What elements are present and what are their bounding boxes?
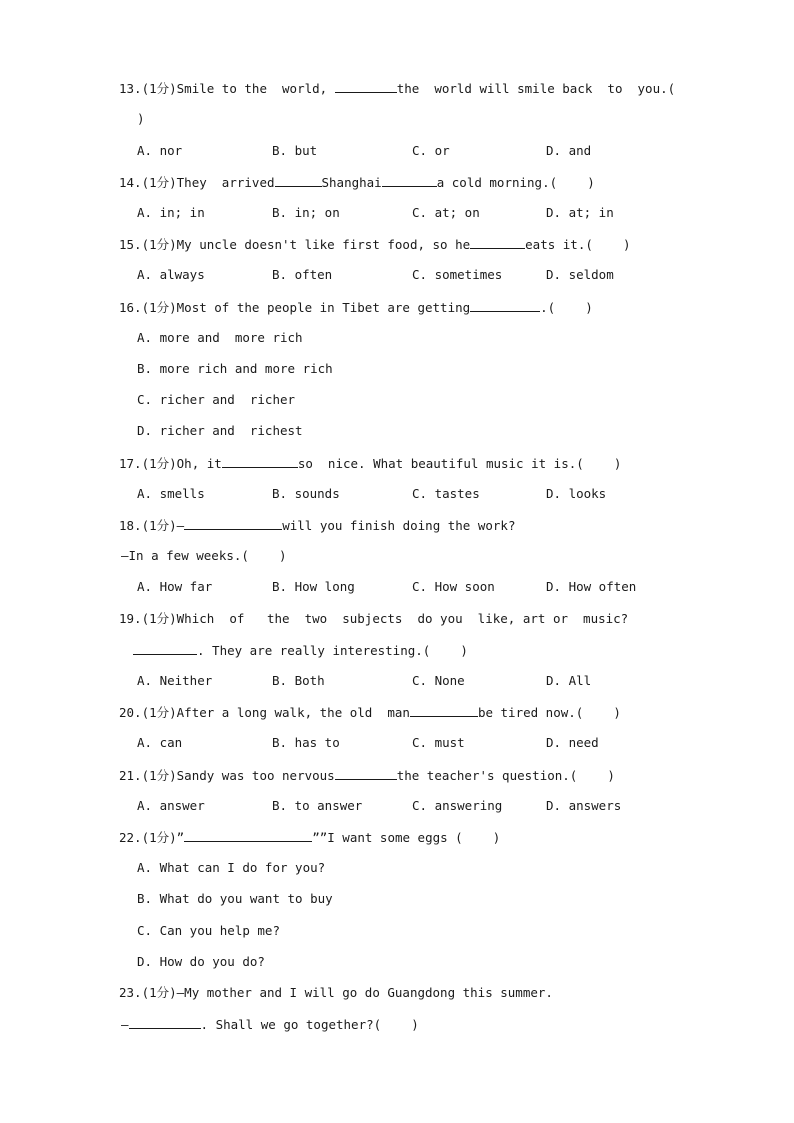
option-b[interactable]: B. more rich and more rich [137,361,333,376]
answer-blank[interactable] [382,174,437,187]
question-19-continued [133,642,468,659]
answer-blank[interactable] [133,642,197,655]
option-a[interactable]: A. How far [137,579,213,594]
question-18-reply: –In a few weeks.( ) [121,548,287,563]
answer-blank[interactable] [470,299,540,312]
question-number: 21. [119,768,142,783]
option-b[interactable]: B. but [272,143,318,158]
question-score: (1分) [141,985,177,1000]
option-a[interactable]: A. nor [137,143,183,158]
question-13-continued: ) [137,111,145,126]
question-text: ””I want some eggs ( ) [312,830,501,845]
question-15 [119,236,631,253]
question-number: 15. [119,237,142,252]
question-20 [119,704,621,721]
question-23 [119,985,553,1001]
option-c[interactable]: C. sometimes [412,267,503,282]
question-score: (1分) [141,705,177,720]
question-23-reply [121,1016,419,1033]
option-b[interactable]: B. sounds [272,486,340,501]
option-d[interactable]: D. and [546,143,592,158]
option-d[interactable]: D. All [546,673,592,688]
question-score: (1分) [141,518,177,533]
option-b[interactable]: B. has to [272,735,340,750]
question-17 [119,455,621,472]
option-a[interactable]: A. in; in [137,205,205,220]
question-number: 17. [119,456,142,471]
option-a[interactable]: A. answer [137,798,205,813]
option-d[interactable]: D. answers [546,798,622,813]
options-20 [0,735,794,751]
answer-blank[interactable] [335,767,397,780]
question-text: Sandy was too nervous [176,768,335,783]
question-score: (1分) [141,175,177,190]
answer-blank[interactable] [184,517,282,530]
question-16 [119,299,593,316]
option-d[interactable]: D. at; in [546,205,614,220]
question-text: Oh, it [176,456,222,471]
answer-blank[interactable] [335,80,397,93]
option-c[interactable]: C. answering [412,798,503,813]
question-text: eats it.( ) [525,237,631,252]
option-c[interactable]: C. tastes [412,486,480,501]
option-c[interactable]: C. or [412,143,450,158]
answer-blank[interactable] [222,455,298,468]
option-c[interactable]: C. at; on [412,205,480,220]
question-text: They arrived [176,175,275,190]
question-13 [119,80,675,97]
option-c[interactable]: C. richer and richer [137,392,296,407]
question-number: 20. [119,705,142,720]
option-a[interactable]: A. What can I do for you? [137,860,326,875]
question-number: 13. [119,81,142,96]
dash-mark: – [121,1017,129,1032]
question-score: (1分) [141,768,177,783]
question-text: be tired now.( ) [477,705,621,720]
question-number: 16. [119,300,142,315]
question-14 [119,174,595,191]
question-text: –My mother and I will go do Guangdong this summer. [176,985,553,1000]
question-22 [119,829,500,846]
question-text: will you finish doing the work? [282,518,516,533]
options-15 [0,267,794,283]
question-score: (1分) [141,237,177,252]
option-a[interactable]: A. more and more rich [137,330,303,345]
option-d[interactable]: D. need [546,735,599,750]
question-text: Most of the people in Tibet are getting [176,300,471,315]
question-score: (1分) [141,456,177,471]
option-b[interactable]: B. How long [272,579,355,594]
question-text: a cold morning.( ) [436,175,595,190]
question-text: Which of the two subjects do you like, art or music? [176,611,629,626]
option-b[interactable]: B. What do you want to buy [137,891,333,906]
question-score: (1分) [141,81,177,96]
question-21 [119,767,615,784]
options-17 [0,486,794,502]
question-score: (1分) [141,611,177,626]
options-18 [0,579,794,595]
question-text: so nice. What beautiful music it is.( ) [297,456,622,471]
answer-blank[interactable] [470,236,525,249]
options-19 [0,673,794,689]
option-d[interactable]: D. How do you do? [137,954,265,969]
option-d[interactable]: D. seldom [546,267,614,282]
answer-blank[interactable] [275,174,322,187]
question-number: 18. [119,518,142,533]
answer-blank[interactable] [410,704,478,717]
question-text: After a long walk, the old man [176,705,410,720]
question-text: – [176,518,185,533]
question-text: . They are really interesting.( ) [197,643,468,658]
option-a[interactable]: A. Neither [137,673,213,688]
answer-blank[interactable] [129,1016,201,1029]
option-b[interactable]: B. in; on [272,205,340,220]
question-text: ” [176,830,185,845]
question-18 [119,517,515,534]
option-c[interactable]: C. must [412,735,465,750]
question-text: the teacher's question.( ) [396,768,615,783]
question-text: Smile to the world, [176,81,335,96]
question-number: 23. [119,985,142,1000]
question-text: Shanghai [321,175,382,190]
option-d[interactable]: D. How often [546,579,637,594]
question-text: .( ) [540,300,593,315]
options-13 [0,143,794,159]
options-21 [0,798,794,814]
option-a[interactable]: A. always [137,267,205,282]
option-b[interactable]: B. to answer [272,798,363,813]
option-c[interactable]: C. Can you help me? [137,923,280,938]
options-14 [0,205,794,221]
question-number: 19. [119,611,142,626]
question-score: (1分) [141,830,177,845]
answer-blank[interactable] [184,829,312,842]
option-c[interactable]: C. How soon [412,579,495,594]
question-text: the world will smile back to you.( [396,81,676,96]
option-a[interactable]: A. smells [137,486,205,501]
option-b[interactable]: B. often [272,267,333,282]
option-d[interactable]: D. looks [546,486,607,501]
option-d[interactable]: D. richer and richest [137,423,303,438]
question-number: 22. [119,830,142,845]
option-c[interactable]: C. None [412,673,465,688]
question-19 [119,611,628,627]
option-a[interactable]: A. can [137,735,183,750]
question-text: . Shall we go together?( ) [200,1017,419,1032]
question-text: My uncle doesn't like first food, so he [176,237,471,252]
question-score: (1分) [141,300,177,315]
option-b[interactable]: B. Both [272,673,325,688]
question-number: 14. [119,175,142,190]
